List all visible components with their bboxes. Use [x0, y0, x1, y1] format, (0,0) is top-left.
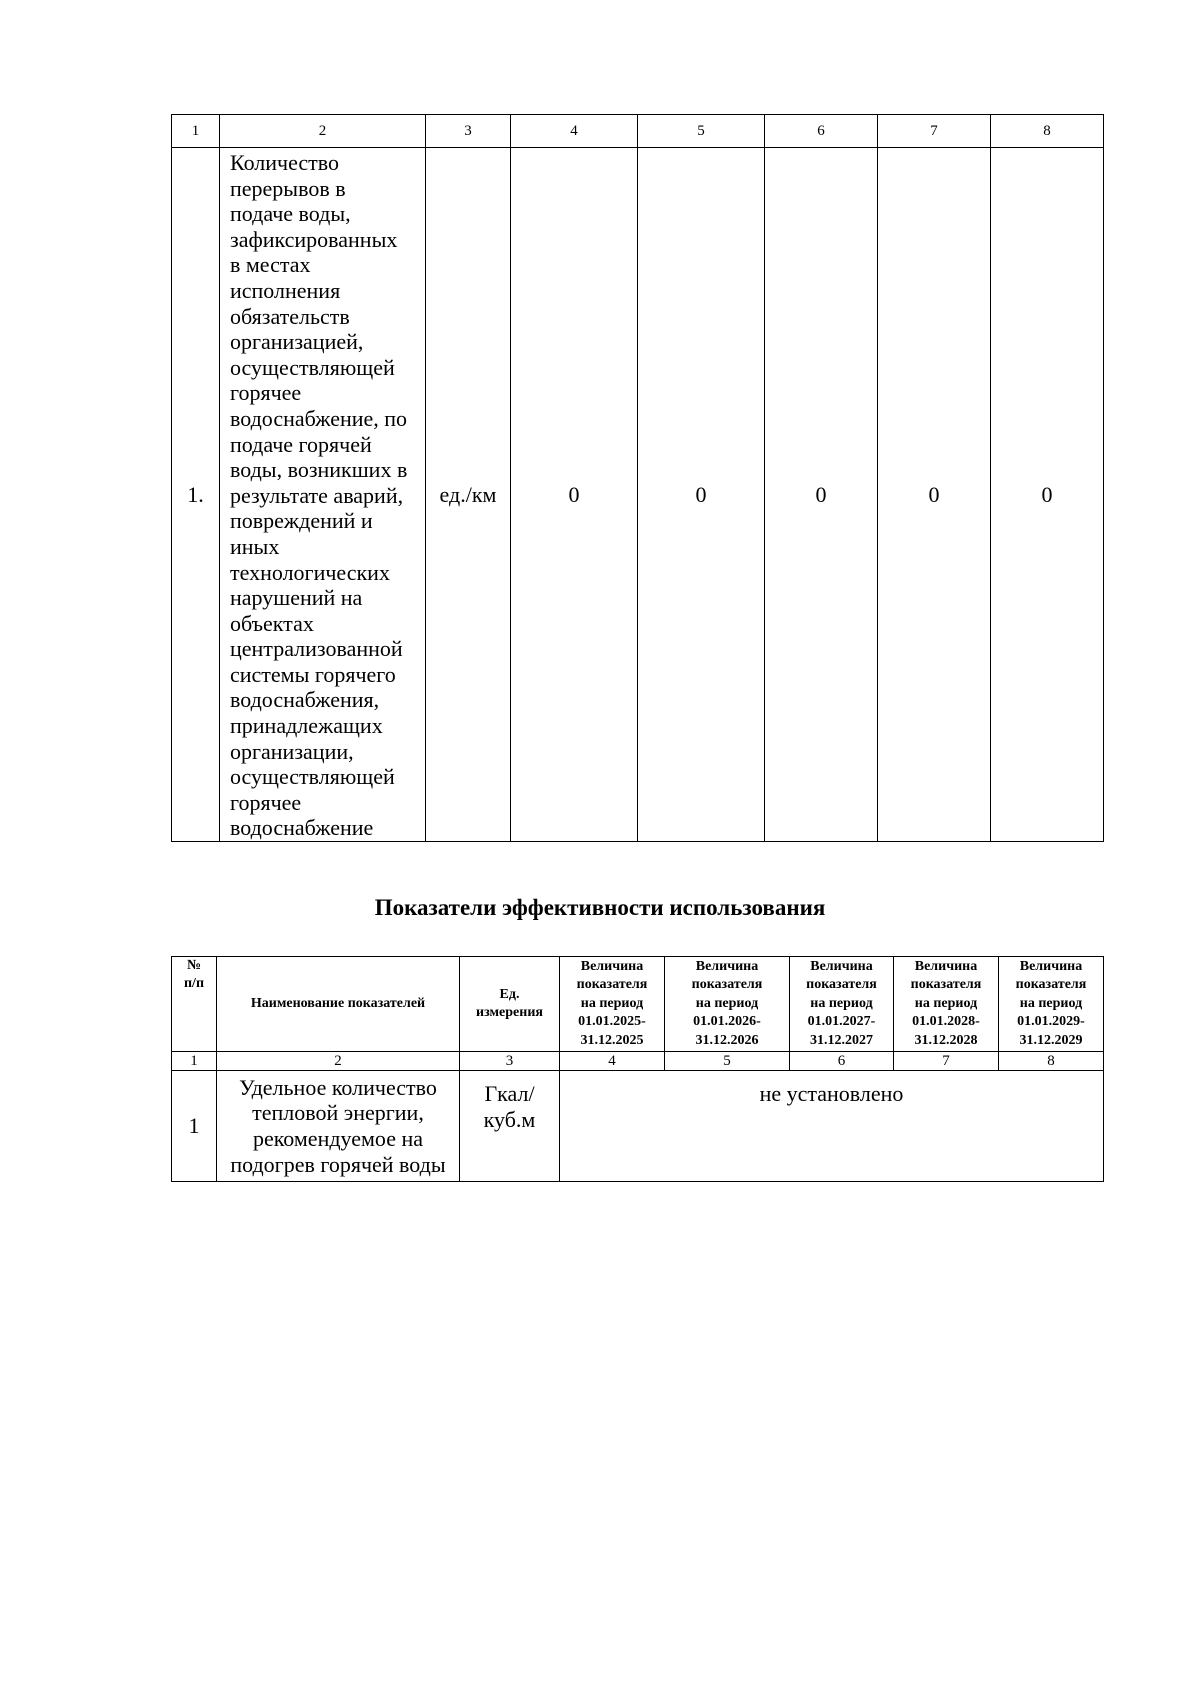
column-number: 5: [638, 115, 765, 148]
indicator-description-line: объектах: [230, 610, 314, 636]
indicator-description-line: принадлежащих: [230, 713, 383, 739]
header-period-line: на период: [914, 995, 978, 1011]
indicator-name: [217, 1071, 460, 1182]
column-number-row: [172, 1052, 1104, 1071]
header-period-line: 01.01.2028-: [912, 1014, 980, 1030]
indicator-description: [220, 148, 426, 842]
column-number: 3: [460, 1052, 560, 1071]
efficiency-indicators-table: [171, 956, 1104, 1182]
indicator-description-line: централизованной: [230, 636, 403, 662]
header-period-line: 31.12.2026: [695, 1032, 759, 1048]
indicator-description-line: исполнения: [230, 277, 341, 303]
header-period: [560, 957, 665, 1052]
row-index: 1: [172, 1071, 217, 1182]
header-period-line: Величина: [695, 958, 759, 974]
header-period: [999, 957, 1104, 1052]
row-index: 1.: [172, 148, 220, 842]
header-period-line: 31.12.2025: [580, 1032, 644, 1048]
indicator-description-line: нарушений на: [230, 585, 363, 611]
indicator-description-line: технологических: [230, 559, 390, 585]
indicator-description-line: зафиксированных: [230, 226, 398, 252]
indicator-description-line: осуществляющей: [230, 354, 395, 380]
column-number: 5: [665, 1052, 790, 1071]
indicator-description-line: повреждений и: [230, 508, 373, 534]
header-period-line: на период: [580, 995, 644, 1011]
indicator-name-line: подогрев горячей воды: [230, 1151, 446, 1177]
header-number: [172, 957, 217, 1052]
indicator-description-text: [230, 150, 419, 841]
indicator-description-line: горячее: [230, 380, 302, 406]
column-number: 6: [790, 1052, 894, 1071]
indicator-description-line: перерывов в: [230, 175, 346, 201]
indicator-name-line: рекомендуемое на: [252, 1126, 424, 1151]
indicator-description-line: Количество: [230, 150, 340, 175]
column-number: 8: [999, 1052, 1104, 1071]
column-number: 2: [220, 115, 426, 148]
header-period-line: показателя: [691, 977, 763, 993]
value-cell: 0: [991, 148, 1104, 842]
column-number: 1: [172, 115, 220, 148]
column-number: 6: [765, 115, 878, 148]
header-period-line: показателя: [910, 977, 982, 993]
indicator-description-line: подаче воды,: [230, 201, 351, 227]
header-unit-line: Ед.: [499, 986, 520, 1002]
column-number-row: [172, 115, 1104, 148]
value-cell: 0: [878, 148, 991, 842]
column-number: 2: [217, 1052, 460, 1071]
indicator-description-line: обязательств: [230, 303, 350, 329]
indicator-name-line: тепловой энергии,: [252, 1100, 424, 1126]
header-number-sign: №: [186, 958, 202, 973]
header-period-line: 31.12.2027: [810, 1032, 873, 1048]
indicator-description-line: водоснабжение: [230, 815, 374, 841]
column-number: 7: [878, 115, 991, 148]
header-period-line: на период: [1019, 995, 1083, 1011]
header-period-line: Величина: [914, 958, 978, 974]
table-row: [172, 1071, 1104, 1182]
indicator-description-line: водоснабжения,: [230, 687, 380, 713]
section-heading: Показатели эффективности использования: [374, 895, 826, 920]
indicator-description-line: результате аварий,: [230, 482, 404, 508]
value-cell: 0: [765, 148, 878, 842]
column-number: 3: [426, 115, 511, 148]
header-period-line: на период: [695, 995, 759, 1011]
header-period-line: 01.01.2026-: [693, 1014, 761, 1030]
value-cell: 0: [638, 148, 765, 842]
header-period: [894, 957, 999, 1052]
header-period: [665, 957, 790, 1052]
column-number: 1: [172, 1052, 217, 1071]
header-unit-line: измерения: [476, 1005, 543, 1020]
indicator-description-line: системы горячего: [230, 661, 396, 687]
indicator-description-line: осуществляющей: [230, 764, 395, 790]
indicator-description-line: организации,: [230, 738, 354, 764]
header-period: [790, 957, 894, 1052]
unit-line: куб.м: [483, 1107, 536, 1132]
header-period-line: Величина: [810, 958, 873, 974]
column-number: 4: [560, 1052, 665, 1071]
indicator-description-line: в местах: [230, 252, 311, 278]
header-period-line: показателя: [576, 977, 648, 993]
table-row: [172, 148, 1104, 842]
indicator-name-line: Удельное количество: [239, 1074, 437, 1100]
column-number: 4: [511, 115, 638, 148]
value-cell-merged: не установлено: [560, 1071, 1104, 1182]
header-period-line: показателя: [806, 977, 877, 993]
header-period-line: 01.01.2027-: [807, 1014, 876, 1030]
header-period-line: 01.01.2025-: [578, 1014, 646, 1030]
unit-cell: ед./км: [426, 148, 511, 842]
indicator-description-line: водоснабжение, по: [230, 405, 408, 431]
value-cell: 0: [511, 148, 638, 842]
column-number: 7: [894, 1052, 999, 1071]
indicator-description-line: иных: [230, 533, 280, 559]
indicator-description-line: организацией,: [230, 329, 364, 355]
header-number-label: п/п: [183, 976, 205, 992]
header-period-line: Величина: [1019, 958, 1083, 974]
unit-line: Гкал/: [484, 1081, 535, 1106]
indicator-description-line: горячее: [230, 789, 302, 815]
indicator-description-line: воды, возникших в: [230, 457, 408, 483]
header-period-line: на период: [810, 995, 873, 1011]
header-period-line: Величина: [580, 958, 644, 974]
header-row: [172, 957, 1104, 1052]
column-number: 8: [991, 115, 1104, 148]
indicators-table-continuation: [171, 114, 1104, 842]
indicator-description-line: подаче горячей: [230, 431, 372, 457]
header-period-line: показателя: [1015, 977, 1087, 993]
unit-cell: [460, 1071, 560, 1182]
header-period-line: 31.12.2029: [1019, 1032, 1083, 1048]
header-period-line: 01.01.2029-: [1017, 1014, 1085, 1030]
header-unit: [460, 957, 560, 1052]
header-name: Наименование показателей: [217, 957, 460, 1052]
header-period-line: 31.12.2028: [914, 1032, 978, 1048]
